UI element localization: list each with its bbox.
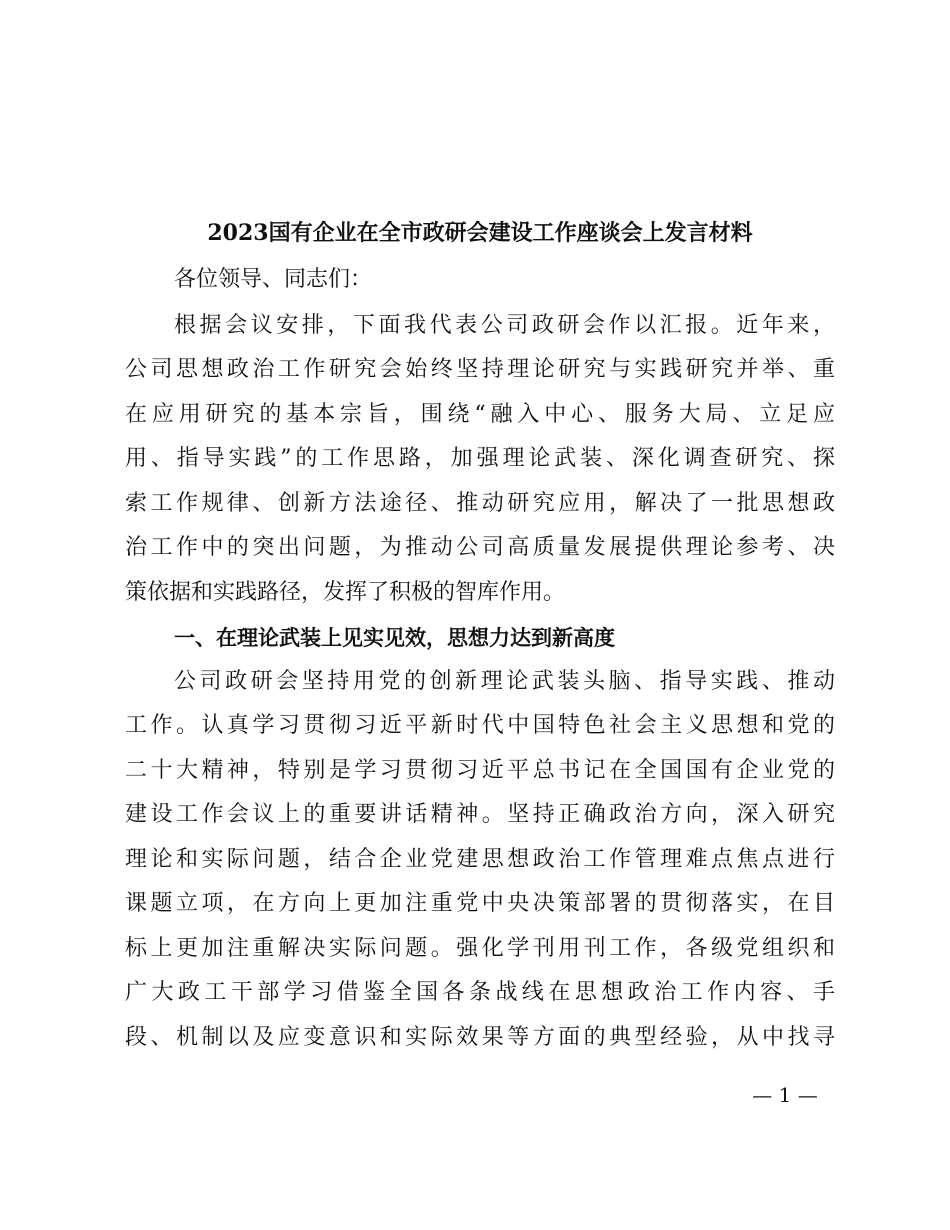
paragraph-line: 根据会议安排，下面我代表公司政研会作以汇报。近年来， <box>174 313 835 338</box>
paragraph-line: 公司思想政治工作研究会始终坚持理论研究与实践研究并举、重 <box>125 357 835 382</box>
paragraph-line: 工作。认真学习贯彻习近平新时代中国特色社会主义思想和党的 <box>125 713 835 738</box>
paragraph-line: 段、机制以及应变意识和实际效果等方面的典型经验，从中找寻 <box>125 1025 835 1050</box>
salutation: 各位领导、同志们： <box>174 267 373 292</box>
paragraph-line: 公司政研会坚持用党的创新理论武装头脑、指导实践、推动 <box>174 669 835 694</box>
paragraph-line: 用、指导实践”的工作思路，加强理论武装、深化调查研究、探 <box>125 446 835 471</box>
paragraph-line: 二十大精神，特别是学习贯彻习近平总书记在全国国有企业党的 <box>125 758 835 783</box>
page-number: — 1 — <box>752 1083 818 1107</box>
paragraph-line: 广大政工干部学习借鉴全国各条战线在思想政治工作内容、手 <box>125 980 835 1005</box>
section-heading: 一、在理论武装上见实见效，思想力达到新高度 <box>174 626 615 650</box>
paragraph-line: 索工作规律、创新方法途径、推动研究应用，解决了一批思想政 <box>125 491 835 516</box>
paragraph-line: 策依据和实践路径，发挥了积极的智库作用。 <box>125 580 566 605</box>
paragraph-line: 建设工作会议上的重要讲话精神。坚持正确政治方向，深入研究 <box>125 802 835 827</box>
paragraph-line: 理论和实际问题，结合企业党建思想政治工作管理难点焦点进行 <box>125 847 835 872</box>
paragraph-line: 课题立项，在方向上更加注重党中央决策部署的贯彻落实，在目 <box>125 891 835 916</box>
document-title: 2023国有企业在全市政研会建设工作座谈会上发言材料 <box>207 220 753 246</box>
paragraph-line: 治工作中的突出问题，为推动公司高质量发展提供理论参考、决 <box>125 535 835 560</box>
paragraph-line: 在应用研究的基本宗旨，围绕“融入中心、服务大局、立足应 <box>125 402 835 427</box>
paragraph-line: 标上更加注重解决实际问题。强化学刊用刊工作，各级党组织和 <box>125 936 835 961</box>
